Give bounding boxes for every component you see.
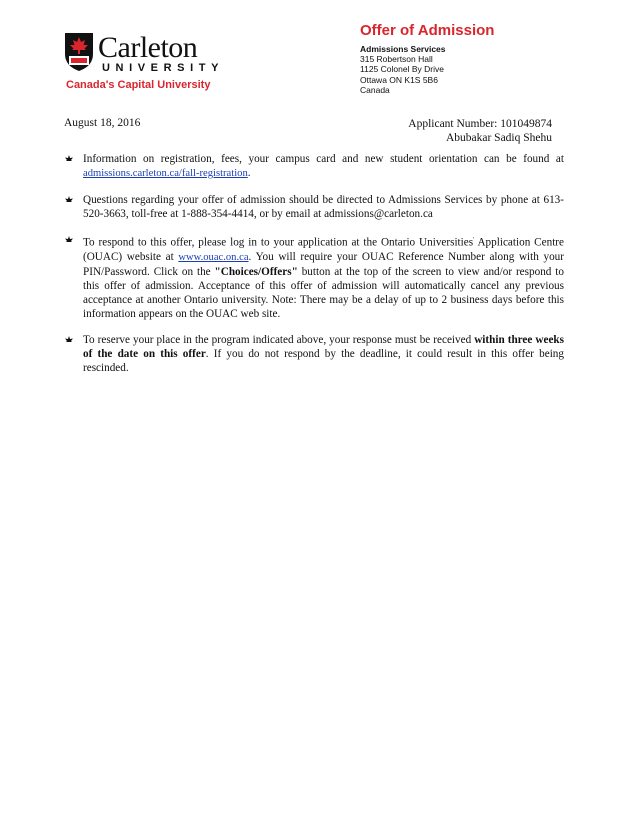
applicant-name: Abubakar Sadiq Shehu <box>445 132 552 144</box>
applicant-number: Applicant Number: 101049874 <box>408 118 552 130</box>
bullet-text: To respond to this offer, please log in to your application at the Ontario Universities <box>83 236 474 249</box>
bullet-text: Information on registration, fees, your campus card and new student orientation can be found at <box>83 153 564 165</box>
ouac-link[interactable]: www.ouac.on.ca <box>178 251 249 263</box>
leaf-bullet-icon <box>64 154 74 164</box>
carleton-logo <box>64 30 224 92</box>
list-item <box>64 152 564 181</box>
bullet-text: To reserve your place in the program indicated above, your response must be received <box>83 333 475 346</box>
offer-title: Offer of Admission <box>360 22 495 39</box>
bullet-text: . If you do not respond by the deadline, it could result in this offer being rescinded. <box>83 347 564 374</box>
carleton-crest-icon <box>64 32 94 72</box>
logo-wordmark: Carleton <box>98 31 198 64</box>
bullet-bold-text: "Choices/Offers" <box>214 265 298 278</box>
leaf-bullet-icon <box>64 195 74 205</box>
bullet-superscript: ' <box>473 237 475 243</box>
address-line: Canada <box>360 84 390 95</box>
applicant-info <box>408 117 552 145</box>
address-department: Admissions Services <box>360 44 446 54</box>
bullet-text: button at the top of the screen to view and/or respond to this offer of admission. Acceptance of this offer of admission will automatically cancel any previous acceptance at another Ontario university. Note: There may be a delay of up to 2 business days before this information appears on the OUAC web site. <box>83 265 564 320</box>
bullet-text: Application Centre (OUAC) website at <box>83 236 565 263</box>
registration-link[interactable]: admissions.carleton.ca/fall-registration <box>83 168 248 179</box>
address-line: 315 Robertson Hall <box>360 54 433 65</box>
bullet-bold-text: within three weeks of the date on this offer <box>83 333 564 360</box>
address-line: 1125 Colonel By Drive <box>360 64 444 75</box>
leaf-bullet-icon <box>64 335 74 345</box>
bullet-text: Questions regarding your offer of admission should be directed to Admissions Services by phone at 613-520-3663, toll-free at 1-888-354-4414, or by email at admissions@carleton.ca <box>83 194 564 220</box>
letter-date: August 18, 2016 <box>64 117 141 129</box>
logo-tagline: Canada's Capital University <box>66 79 211 91</box>
logo-university: UNIVERSITY <box>102 62 225 74</box>
bullet-text: . You will require your OUAC Reference Number along with your PIN/Password. Click on the <box>83 250 565 278</box>
list-item <box>64 193 564 221</box>
address-line: Ottawa ON K1S 5B6 <box>360 74 438 85</box>
admissions-address <box>360 44 446 95</box>
list-item <box>64 233 564 321</box>
bullet-list <box>64 152 564 387</box>
list-item <box>64 333 564 375</box>
leaf-bullet-icon <box>64 235 74 245</box>
bullet-text: . <box>247 167 251 179</box>
